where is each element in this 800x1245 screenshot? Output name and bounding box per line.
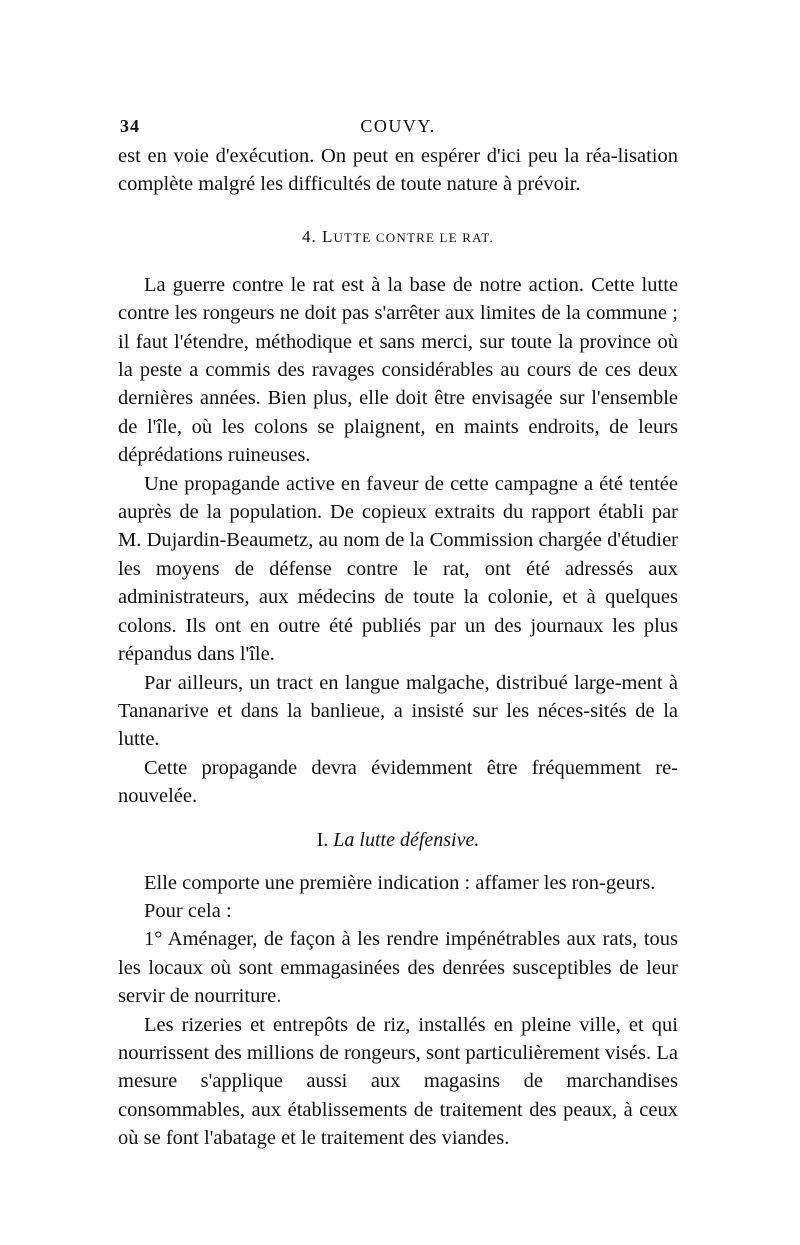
document-page [118,112,678,1153]
paragraph: Cette propagande devra évidemment être fréquemment re-nouvelée. [118,756,678,808]
paragraph: Elle comporte une première indication : affamer les ron-geurs. [144,871,656,894]
subsection-number: I. [316,828,329,851]
paragraph-continuation: est en voie d'exécution. On peut en espérer d'ici peu la réa-lisation complète malgré les difficultés de toute nature à prévoir. [118,145,678,196]
section-title-rest: UTTE CONTRE LE RAT. [333,229,494,245]
paragraph: Pour cela : [144,899,232,922]
paragraph: Par ailleurs, un tract en langue malgache, distribué large-ment à Tananarive et dans la banlieue, a insisté sur les néces-sités de la lutte. [118,671,678,751]
running-title: COUVY. [360,116,436,136]
section-number: 4. [302,226,317,246]
paragraph: Une propagande active en faveur de cette campagne a été tentée auprès de la population. De copieux extraits du rapport établi par M. Dujardin-Beaumetz, au nom de la Commission chargée d'étudier les moyens de défense contre le rat, ont été adressés aux administrateurs, aux médecins de toute la colonie, et à quelques colons. Ils ont en outre été publiés par un des journaux les plus répandus dans l'île. [118,472,678,666]
subsection-heading [118,825,678,855]
subsection-title: La lutte défensive. [333,828,480,851]
page-number: 34 [120,116,140,136]
section-title-initial: L [322,226,334,246]
paragraph: La guerre contre le rat est à la base de notre action. Cette lutte contre les rongeurs ne doit pas s'arrêter aux limites de la commune ; il faut l'étendre, méthodique et sans merci, sur toute la province où la peste a commis des ravages considérables au cours de ces deux dernières années. Bien plus, elle doit être envisagée sur l'ensemble de l'île, où les colons se plaignent, en maints endroits, de leurs déprédations ruineuses. [118,273,678,467]
section-heading [118,223,678,251]
running-head [118,112,678,142]
paragraph: 1° Aménager, de façon à les rendre impénétrables aux rats, tous les locaux où sont emmagasinées des denrées susceptibles de leur servir de nourriture. [118,928,678,1008]
paragraph: Les rizeries et entrepôts de riz, installés en pleine ville, et qui nourrissent des millions de rongeurs, sont particulièrement visés. La mesure s'applique aussi aux magasins de marchandises consommables, aux établissements de traitement des peaux, à ceux où se font l'abatage et le traitement des viandes. [118,1013,678,1150]
